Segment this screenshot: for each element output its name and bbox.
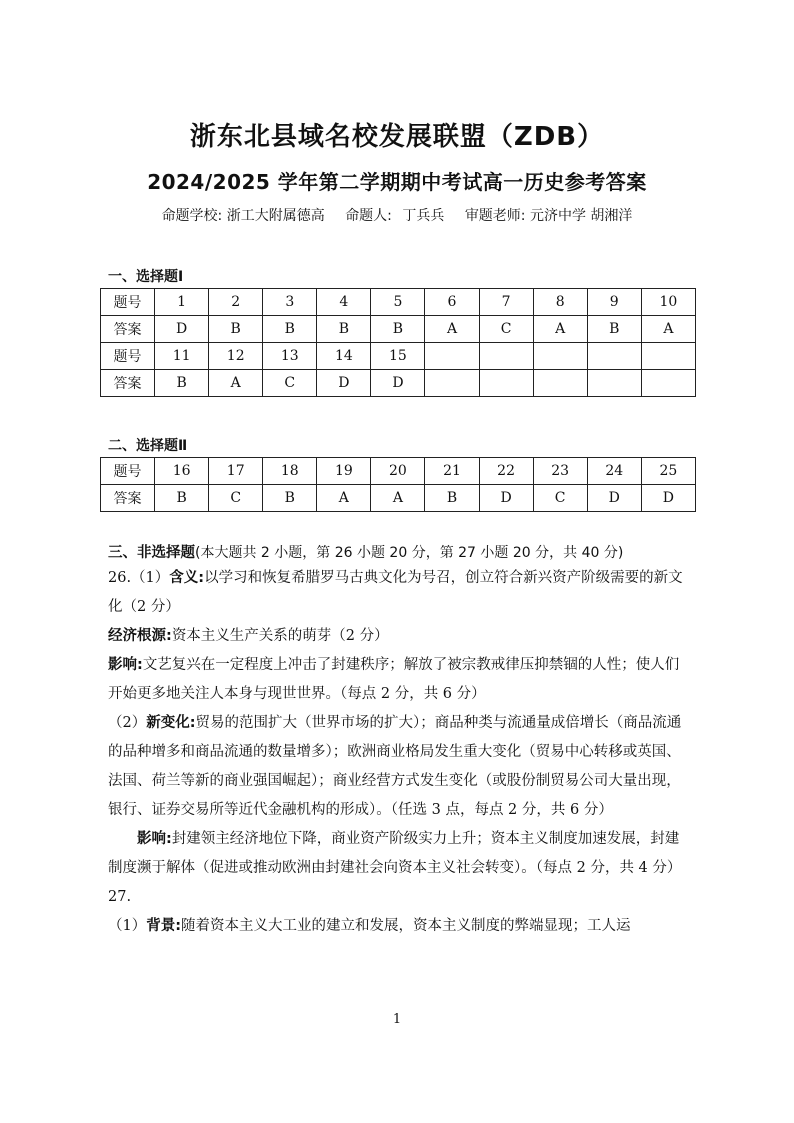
table-cell: [587, 370, 641, 397]
answer-body: [108, 542, 688, 941]
table-cell: B: [155, 370, 209, 397]
table-cell: 20: [371, 458, 425, 485]
document-title: 浙东北县域名校发展联盟（ZDB）: [189, 122, 605, 152]
section1-table: [100, 288, 696, 397]
section2-title: 二、选择题Ⅱ: [108, 438, 188, 454]
table-cell: B: [371, 316, 425, 343]
table-cell: 21: [425, 458, 479, 485]
table-cell: [587, 343, 641, 370]
table-cell: C: [533, 485, 587, 512]
question-number-row: [101, 458, 696, 485]
row-label: 答案: [101, 370, 155, 397]
table-cell: B: [209, 316, 263, 343]
table-cell: [641, 343, 695, 370]
table-cell: [533, 370, 587, 397]
document-subtitle: 2024/2025 学年第二学期期中考试高一历史参考答案: [147, 170, 647, 194]
table-cell: [479, 370, 533, 397]
page-number: 1: [392, 1012, 402, 1027]
table-cell: B: [425, 485, 479, 512]
table-cell: B: [263, 316, 317, 343]
table-cell: 8: [533, 289, 587, 316]
section3-heading: 三、非选择题(本大题共 2 小题，第 26 小题 20 分，第 27 小题 20 分，共 40 分): [108, 545, 624, 561]
row-label: 题号: [101, 343, 155, 370]
table-cell: 16: [155, 458, 209, 485]
row-label: 题号: [101, 458, 155, 485]
table-cell: [641, 370, 695, 397]
table-cell: 10: [641, 289, 695, 316]
table-cell: D: [317, 370, 371, 397]
q26-impact: 影响:文艺复兴在一定程度上冲击了封建秩序；解放了被宗教戒律压抑禁锢的人性；使人们开始更多地关注人本身与现世世界。（每点 2 分，共 6 分）: [108, 657, 680, 702]
table-cell: A: [425, 316, 479, 343]
table-cell: 19: [317, 458, 371, 485]
table-cell: C: [263, 370, 317, 397]
answer-row: [101, 370, 696, 397]
table-cell: B: [263, 485, 317, 512]
table-cell: 17: [209, 458, 263, 485]
table-cell: 12: [209, 343, 263, 370]
table-cell: 5: [371, 289, 425, 316]
row-label: 答案: [101, 316, 155, 343]
table-cell: D: [641, 485, 695, 512]
table-cell: 11: [155, 343, 209, 370]
table-cell: B: [155, 485, 209, 512]
table-cell: A: [209, 370, 263, 397]
table-cell: C: [479, 316, 533, 343]
row-label: 答案: [101, 485, 155, 512]
q26-change: （2）新变化:贸易的范围扩大（世界市场的扩大）；商品种类与流通量成倍增长（商品流通的品种增多和商品流通的数量增多）；欧洲商业格局发生重大变化（贸易中心转移或英国、法国、荷兰等新的商业强国崛起）；商业经营方式发生变化（或股份制贸易公司大量出现，银行、证券交易所等近代金融机构的形成）。（任选 3 点，每点 2 分，共 6 分）: [108, 715, 682, 818]
table-cell: 7: [479, 289, 533, 316]
table-cell: D: [155, 316, 209, 343]
table-cell: A: [317, 485, 371, 512]
author-name-info: 命题人: 丁兵兵: [345, 208, 445, 224]
table-cell: D: [371, 370, 425, 397]
table-cell: 2: [209, 289, 263, 316]
section1-title: 一、选择题Ⅰ: [108, 269, 184, 285]
school-info: 命题学校: 浙工大附属德高: [161, 208, 325, 224]
table-cell: D: [587, 485, 641, 512]
author-info: [0, 205, 794, 225]
table-cell: [479, 343, 533, 370]
table-cell: [533, 343, 587, 370]
table-cell: 14: [317, 343, 371, 370]
q26-impact2: 影响:封建领主经济地位下降，商业资产阶级实力上升；资本主义制度加速发展，封建制度濒于解体（促进或推动欧洲由封建社会向资本主义社会转变）。（每点 2 分，共 4 分）: [108, 831, 682, 876]
table-cell: [425, 370, 479, 397]
table-cell: A: [533, 316, 587, 343]
table-cell: C: [209, 485, 263, 512]
table-cell: 13: [263, 343, 317, 370]
table-cell: 23: [533, 458, 587, 485]
table-cell: 3: [263, 289, 317, 316]
section2-table: [100, 457, 696, 512]
q26-root: 经济根源:资本主义生产关系的萌芽（2 分）: [108, 628, 389, 644]
table-cell: 1: [155, 289, 209, 316]
reviewer-info: 审题老师: 元济中学 胡湘洋: [464, 208, 633, 224]
table-cell: [425, 343, 479, 370]
question-number-row: [101, 289, 696, 316]
q26-meaning: 26.（1）含义:以学习和恢复希腊罗马古典文化为号召，创立符合新兴资产阶级需要的新文化（2 分）: [108, 570, 683, 615]
table-cell: B: [317, 316, 371, 343]
table-cell: 25: [641, 458, 695, 485]
answer-row: [101, 316, 696, 343]
row-label: 题号: [101, 289, 155, 316]
table-cell: 6: [425, 289, 479, 316]
table-cell: 9: [587, 289, 641, 316]
table-cell: 24: [587, 458, 641, 485]
table-cell: 22: [479, 458, 533, 485]
table-cell: B: [587, 316, 641, 343]
table-cell: 15: [371, 343, 425, 370]
q27-label: 27.: [108, 889, 132, 905]
table-cell: D: [479, 485, 533, 512]
table-cell: 18: [263, 458, 317, 485]
table-cell: 4: [317, 289, 371, 316]
question-number-row: [101, 343, 696, 370]
table-cell: A: [371, 485, 425, 512]
answer-row: [101, 485, 696, 512]
q27-background: （1）背景:随着资本主义大工业的建立和发展，资本主义制度的弊端显现；工人运: [108, 918, 631, 934]
table-cell: A: [641, 316, 695, 343]
